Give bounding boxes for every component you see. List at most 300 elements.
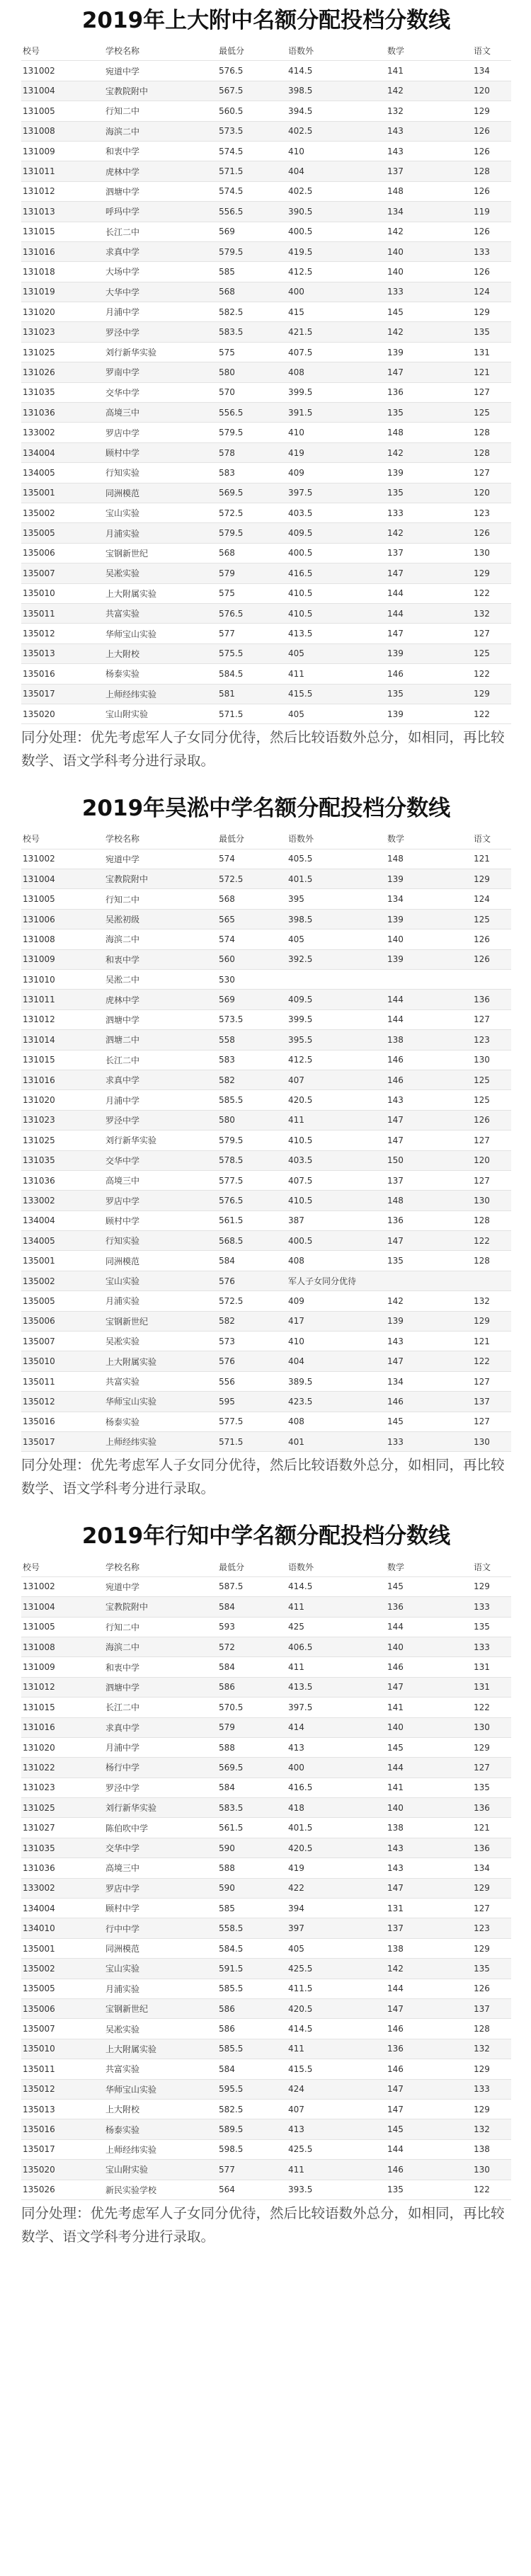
table-cell: 135007 xyxy=(21,1332,104,1351)
table-cell: 561.5 xyxy=(217,1818,287,1838)
table-cell: 135 xyxy=(386,2180,472,2199)
table-cell: 393.5 xyxy=(287,2180,386,2199)
table-cell: 泗塘中学 xyxy=(104,181,217,201)
table-cell: 148 xyxy=(386,849,472,869)
table-cell: 131016 xyxy=(21,1717,104,1737)
table-cell: 391.5 xyxy=(287,403,386,423)
table-cell: 和衷中学 xyxy=(104,141,217,161)
table-cell: 144 xyxy=(386,583,472,603)
table-cell: 交华中学 xyxy=(104,382,217,402)
table-row xyxy=(21,2019,511,2039)
table-cell: 127 xyxy=(472,1009,511,1029)
table-cell: 上大附校 xyxy=(104,643,217,663)
score-section xyxy=(0,1516,531,2248)
table-cell: 400.5 xyxy=(287,222,386,241)
table-cell: 宛道中学 xyxy=(104,61,217,81)
table-cell: 131016 xyxy=(21,1070,104,1089)
table-cell: 134005 xyxy=(21,1231,104,1251)
table-cell: 589.5 xyxy=(217,2119,287,2139)
table-cell: 135001 xyxy=(21,483,104,503)
table-cell: 556 xyxy=(217,1371,287,1391)
table-cell: 147 xyxy=(386,1130,472,1150)
table-row xyxy=(21,1251,511,1271)
table-cell: 584 xyxy=(217,1778,287,1797)
table-cell: 407.5 xyxy=(287,342,386,362)
table-cell: 127 xyxy=(472,1371,511,1391)
table-cell: 131036 xyxy=(21,1170,104,1190)
table-cell: 576 xyxy=(217,1271,287,1290)
table-cell: 131012 xyxy=(21,181,104,201)
table-cell: 132 xyxy=(472,2039,511,2059)
table-cell: 405 xyxy=(287,1938,386,1958)
table-cell: 135012 xyxy=(21,624,104,643)
table-cell: 121 xyxy=(472,1332,511,1351)
table-cell: 137 xyxy=(386,161,472,181)
table-row xyxy=(21,603,511,623)
table-cell: 576 xyxy=(217,1351,287,1371)
table-row xyxy=(21,1130,511,1150)
table-cell: 410 xyxy=(287,1332,386,1351)
table-cell: 135017 xyxy=(21,684,104,704)
table-cell: 143 xyxy=(386,1090,472,1110)
table-cell: 131035 xyxy=(21,1150,104,1170)
table-header-row xyxy=(21,41,511,61)
table-cell: 558 xyxy=(217,1030,287,1050)
table-cell: 576.5 xyxy=(217,61,287,81)
table-cell: 556.5 xyxy=(217,202,287,222)
table-cell: 127 xyxy=(472,1899,511,1918)
table-cell: 580 xyxy=(217,362,287,382)
table-cell: 128 xyxy=(472,423,511,442)
table-cell: 135 xyxy=(386,483,472,503)
table-row xyxy=(21,1191,511,1210)
table-cell: 140 xyxy=(386,1717,472,1737)
table-cell: 宝山实验 xyxy=(104,1271,217,1290)
table-cell: 398.5 xyxy=(287,909,386,929)
table-cell: 575 xyxy=(217,342,287,362)
table-row xyxy=(21,483,511,503)
table-cell: 131025 xyxy=(21,1130,104,1150)
table-cell: 584.5 xyxy=(217,664,287,684)
table-cell: 414.5 xyxy=(287,1576,386,1596)
table-cell: 144 xyxy=(386,1979,472,1998)
table-cell: 141 xyxy=(386,1698,472,1717)
table-row xyxy=(21,849,511,869)
table-row xyxy=(21,1717,511,1737)
table-cell: 147 xyxy=(386,2099,472,2119)
bottom-padding xyxy=(0,2248,531,2260)
table-cell: 124 xyxy=(472,282,511,302)
table-cell: 131004 xyxy=(21,1597,104,1617)
table-row xyxy=(21,1938,511,1958)
table-cell: 136 xyxy=(386,1597,472,1617)
table-cell: 130 xyxy=(472,543,511,563)
table-cell: 420.5 xyxy=(287,1838,386,1857)
table-row xyxy=(21,382,511,402)
table-cell: 560.5 xyxy=(217,101,287,121)
table-row xyxy=(21,181,511,201)
table-cell: 宝钢新世纪 xyxy=(104,543,217,563)
table-cell: 135020 xyxy=(21,704,104,723)
table-cell: 135 xyxy=(386,684,472,704)
score-table xyxy=(21,1557,511,2200)
table-cell: 宝山实验 xyxy=(104,1959,217,1979)
table-cell: 405 xyxy=(287,643,386,663)
table-cell: 吴凇实验 xyxy=(104,2019,217,2039)
table-cell: 131023 xyxy=(21,1778,104,1797)
table-cell: 月浦实验 xyxy=(104,1291,217,1311)
table-cell: 416.5 xyxy=(287,1778,386,1797)
table-cell: 陈伯吹中学 xyxy=(104,1818,217,1838)
table-cell: 127 xyxy=(472,1412,511,1431)
table-row xyxy=(21,909,511,929)
table-cell: 122 xyxy=(472,2180,511,2199)
table-cell: 131025 xyxy=(21,1798,104,1818)
table-cell: 410.5 xyxy=(287,1191,386,1210)
table-cell: 573 xyxy=(217,1332,287,1351)
table-cell: 408 xyxy=(287,1251,386,1271)
table-row xyxy=(21,1311,511,1331)
section-separator xyxy=(0,772,531,788)
table-cell: 144 xyxy=(386,1758,472,1778)
table-cell: 407 xyxy=(287,2099,386,2119)
table-cell: 长江二中 xyxy=(104,222,217,241)
table-cell: 131036 xyxy=(21,1858,104,1878)
table-row xyxy=(21,1959,511,1979)
table-cell: 134 xyxy=(472,61,511,81)
table-cell: 569.5 xyxy=(217,1758,287,1778)
table-cell: 410.5 xyxy=(287,583,386,603)
table-row xyxy=(21,1090,511,1110)
table-cell: 132 xyxy=(386,101,472,121)
table-cell: 129 xyxy=(472,1938,511,1958)
table-cell: 137 xyxy=(472,1998,511,2018)
table-row xyxy=(21,889,511,909)
table-cell: 411 xyxy=(287,2039,386,2059)
table-cell: 576.5 xyxy=(217,603,287,623)
table-cell: 134 xyxy=(386,202,472,222)
table-cell: 行知二中 xyxy=(104,1617,217,1637)
table-cell: 131027 xyxy=(21,1818,104,1838)
table-cell: 135016 xyxy=(21,1412,104,1431)
table-cell: 123 xyxy=(472,503,511,522)
table-cell: 135012 xyxy=(21,1392,104,1412)
table-row xyxy=(21,684,511,704)
score-table xyxy=(21,41,511,724)
table-cell: 135 xyxy=(472,1778,511,1797)
table-cell: 求真中学 xyxy=(104,1717,217,1737)
table-cell: 126 xyxy=(472,121,511,141)
table-cell: 137 xyxy=(472,1392,511,1412)
table-cell: 123 xyxy=(472,1030,511,1050)
table-cell: 148 xyxy=(386,181,472,201)
table-cell: 394 xyxy=(287,1899,386,1918)
table-cell: 590 xyxy=(217,1838,287,1857)
table-cell: 399.5 xyxy=(287,382,386,402)
table-row xyxy=(21,1231,511,1251)
table-cell: 410 xyxy=(287,141,386,161)
table-cell: 584 xyxy=(217,2059,287,2079)
table-cell: 135016 xyxy=(21,2119,104,2139)
table-cell: 上大附校 xyxy=(104,2099,217,2119)
table-row xyxy=(21,1979,511,1998)
table-cell: 397.5 xyxy=(287,483,386,503)
table-cell: 刘行新华实验 xyxy=(104,1130,217,1150)
table-cell: 584 xyxy=(217,1657,287,1677)
table-cell: 135 xyxy=(472,322,511,342)
table-cell: 423.5 xyxy=(287,1392,386,1412)
table-cell: 138 xyxy=(386,1030,472,1050)
table-cell: 135001 xyxy=(21,1251,104,1271)
table-cell: 和衷中学 xyxy=(104,949,217,969)
table-cell: 590 xyxy=(217,1878,287,1898)
section-title: 2019年行知中学名额分配投档分数线 xyxy=(81,1523,451,1550)
table-cell: 394.5 xyxy=(287,101,386,121)
table-cell: 罗店中学 xyxy=(104,1878,217,1898)
table-cell: 573.5 xyxy=(217,1009,287,1029)
column-header: 语文 xyxy=(472,41,511,61)
table-cell: 136 xyxy=(386,382,472,402)
table-cell: 127 xyxy=(472,382,511,402)
table-cell: 126 xyxy=(472,1979,511,1998)
table-cell: 139 xyxy=(386,342,472,362)
table-cell: 140 xyxy=(386,241,472,261)
table-cell: 130 xyxy=(472,1050,511,1070)
table-cell: 131023 xyxy=(21,1110,104,1130)
table-cell: 410.5 xyxy=(287,603,386,623)
table-cell xyxy=(472,1271,511,1290)
table-cell: 135012 xyxy=(21,2079,104,2099)
table-row xyxy=(21,704,511,723)
table-cell: 131011 xyxy=(21,161,104,181)
table-cell: 139 xyxy=(386,1311,472,1331)
table-cell: 呼玛中学 xyxy=(104,202,217,222)
table-cell: 135 xyxy=(386,1251,472,1271)
table-cell: 140 xyxy=(386,1798,472,1818)
table-cell: 577 xyxy=(217,624,287,643)
table-cell: 579.5 xyxy=(217,523,287,543)
table-cell: 142 xyxy=(386,442,472,462)
table-cell: 389.5 xyxy=(287,1371,386,1391)
table-cell: 137 xyxy=(386,1918,472,1938)
table-cell: 147 xyxy=(386,563,472,583)
table-row xyxy=(21,322,511,342)
table-cell: 133 xyxy=(386,282,472,302)
table-cell: 131008 xyxy=(21,929,104,949)
column-header: 数学 xyxy=(386,41,472,61)
table-cell: 135010 xyxy=(21,2039,104,2059)
table-cell: 125 xyxy=(472,1090,511,1110)
table-cell: 133002 xyxy=(21,1878,104,1898)
table-cell: 135010 xyxy=(21,1351,104,1371)
table-cell xyxy=(287,970,386,990)
table-cell: 135 xyxy=(472,1959,511,1979)
table-cell: 131011 xyxy=(21,990,104,1009)
table-header-row xyxy=(21,1557,511,1576)
table-cell: 行知二中 xyxy=(104,101,217,121)
table-row xyxy=(21,282,511,302)
table-cell: 567.5 xyxy=(217,81,287,101)
table-cell: 122 xyxy=(472,1351,511,1371)
table-cell: 135007 xyxy=(21,2019,104,2039)
table-row xyxy=(21,929,511,949)
table-cell: 139 xyxy=(386,909,472,929)
table-cell: 138 xyxy=(386,1818,472,1838)
table-cell: 顾村中学 xyxy=(104,1899,217,1918)
table-row xyxy=(21,1657,511,1677)
table-cell: 长江二中 xyxy=(104,1698,217,1717)
table-cell: 130 xyxy=(472,1717,511,1737)
table-cell: 136 xyxy=(386,2039,472,2059)
table-row xyxy=(21,302,511,322)
table-cell: 132 xyxy=(472,2119,511,2139)
table-cell: 宝钢新世纪 xyxy=(104,1998,217,2018)
table-row xyxy=(21,1858,511,1878)
table-cell: 143 xyxy=(386,121,472,141)
table-cell: 395 xyxy=(287,889,386,909)
table-cell: 131020 xyxy=(21,1090,104,1110)
table-cell: 131002 xyxy=(21,1576,104,1596)
table-cell: 128 xyxy=(472,442,511,462)
table-cell: 147 xyxy=(386,1110,472,1130)
table-cell: 顾村中学 xyxy=(104,1210,217,1230)
table-cell: 569.5 xyxy=(217,483,287,503)
table-cell: 582.5 xyxy=(217,302,287,322)
table-row xyxy=(21,1677,511,1697)
table-cell: 135001 xyxy=(21,1938,104,1958)
table-cell: 131035 xyxy=(21,1838,104,1857)
table-cell: 568 xyxy=(217,889,287,909)
table-cell: 419 xyxy=(287,1858,386,1878)
table-cell: 宝教院附中 xyxy=(104,1597,217,1617)
table-cell: 579 xyxy=(217,563,287,583)
column-header: 校号 xyxy=(21,41,104,61)
table-cell: 131019 xyxy=(21,282,104,302)
table-cell: 581 xyxy=(217,684,287,704)
table-cell: 584.5 xyxy=(217,1938,287,1958)
table-cell: 411 xyxy=(287,664,386,684)
table-cell: 135026 xyxy=(21,2180,104,2199)
table-row xyxy=(21,2099,511,2119)
tie-break-note: 同分处理：优先考虑军人子女同分优待，然后比较语数外总分，如相同，再比较数学、语文学科考分进行录取。 xyxy=(21,2204,505,2245)
table-row xyxy=(21,1998,511,2018)
table-row xyxy=(21,1291,511,1311)
table-row xyxy=(21,141,511,161)
table-cell: 530 xyxy=(217,970,287,990)
table-cell: 131015 xyxy=(21,1698,104,1717)
table-cell: 144 xyxy=(386,1009,472,1029)
table-cell: 401 xyxy=(287,1432,386,1452)
table-cell: 126 xyxy=(472,262,511,282)
table-row xyxy=(21,2139,511,2159)
table-cell: 虎林中学 xyxy=(104,161,217,181)
table-cell: 576.5 xyxy=(217,1191,287,1210)
table-cell: 422 xyxy=(287,1878,386,1898)
table-cell: 143 xyxy=(386,1858,472,1878)
column-header: 校号 xyxy=(21,829,104,849)
table-row xyxy=(21,563,511,583)
table-cell: 126 xyxy=(472,141,511,161)
table-cell: 135005 xyxy=(21,1979,104,1998)
table-cell: 128 xyxy=(472,1210,511,1230)
table-cell: 129 xyxy=(472,1737,511,1757)
table-cell: 126 xyxy=(472,523,511,543)
column-header: 语文 xyxy=(472,829,511,849)
table-cell: 杨泰实验 xyxy=(104,2119,217,2139)
table-cell: 132 xyxy=(472,1291,511,1311)
table-cell: 126 xyxy=(472,949,511,969)
table-cell: 129 xyxy=(472,684,511,704)
table-cell: 141 xyxy=(386,61,472,81)
table-cell: 海滨二中 xyxy=(104,1637,217,1656)
table-cell: 131 xyxy=(472,342,511,362)
table-cell: 409 xyxy=(287,1291,386,1311)
table-cell: 137 xyxy=(386,1170,472,1190)
table-cell: 宝钢新世纪 xyxy=(104,1311,217,1331)
table-row xyxy=(21,1070,511,1089)
table-cell: 135016 xyxy=(21,664,104,684)
table-cell: 宛道中学 xyxy=(104,849,217,869)
table-cell: 120 xyxy=(472,483,511,503)
table-cell: 583.5 xyxy=(217,1798,287,1818)
table-cell: 135011 xyxy=(21,2059,104,2079)
table-cell: 418 xyxy=(287,1798,386,1818)
table-cell: 588 xyxy=(217,1858,287,1878)
table-cell: 397.5 xyxy=(287,1698,386,1717)
table-cell: 579.5 xyxy=(217,423,287,442)
table-cell: 408 xyxy=(287,1412,386,1431)
column-header: 数学 xyxy=(386,1557,472,1576)
table-cell: 134010 xyxy=(21,1918,104,1938)
table-cell: 556.5 xyxy=(217,403,287,423)
table-cell: 150 xyxy=(386,1150,472,1170)
table-cell: 135020 xyxy=(21,2160,104,2180)
table-cell: 575 xyxy=(217,583,287,603)
table-cell: 146 xyxy=(386,1657,472,1677)
table-cell: 共富实验 xyxy=(104,1371,217,1391)
table-cell: 410.5 xyxy=(287,1130,386,1150)
table-row xyxy=(21,1778,511,1797)
table-cell: 584 xyxy=(217,1251,287,1271)
table-cell: 131035 xyxy=(21,382,104,402)
table-row xyxy=(21,1030,511,1050)
table-cell: 411.5 xyxy=(287,1979,386,1998)
table-cell: 吴淞初级 xyxy=(104,909,217,929)
table-cell: 华师宝山实验 xyxy=(104,1392,217,1412)
table-cell: 140 xyxy=(386,929,472,949)
table-cell: 583 xyxy=(217,1050,287,1070)
table-cell: 同洲模范 xyxy=(104,483,217,503)
table-cell: 上师经纬实验 xyxy=(104,684,217,704)
table-cell: 142 xyxy=(386,1959,472,1979)
table-cell: 413.5 xyxy=(287,1677,386,1697)
table-cell: 147 xyxy=(386,1677,472,1697)
table-cell: 华师宝山实验 xyxy=(104,2079,217,2099)
table-cell: 130 xyxy=(472,1191,511,1210)
column-header: 语数外 xyxy=(287,41,386,61)
table-cell: 591.5 xyxy=(217,1959,287,1979)
table-cell: 579.5 xyxy=(217,1130,287,1150)
table-cell: 402.5 xyxy=(287,121,386,141)
table-cell: 583 xyxy=(217,463,287,483)
table-row xyxy=(21,1371,511,1391)
table-cell: 宝教院附中 xyxy=(104,81,217,101)
table-cell: 131008 xyxy=(21,121,104,141)
table-cell: 136 xyxy=(386,1210,472,1230)
table-cell: 同洲模范 xyxy=(104,1938,217,1958)
table-cell: 413 xyxy=(287,1737,386,1757)
table-cell: 147 xyxy=(386,1998,472,2018)
